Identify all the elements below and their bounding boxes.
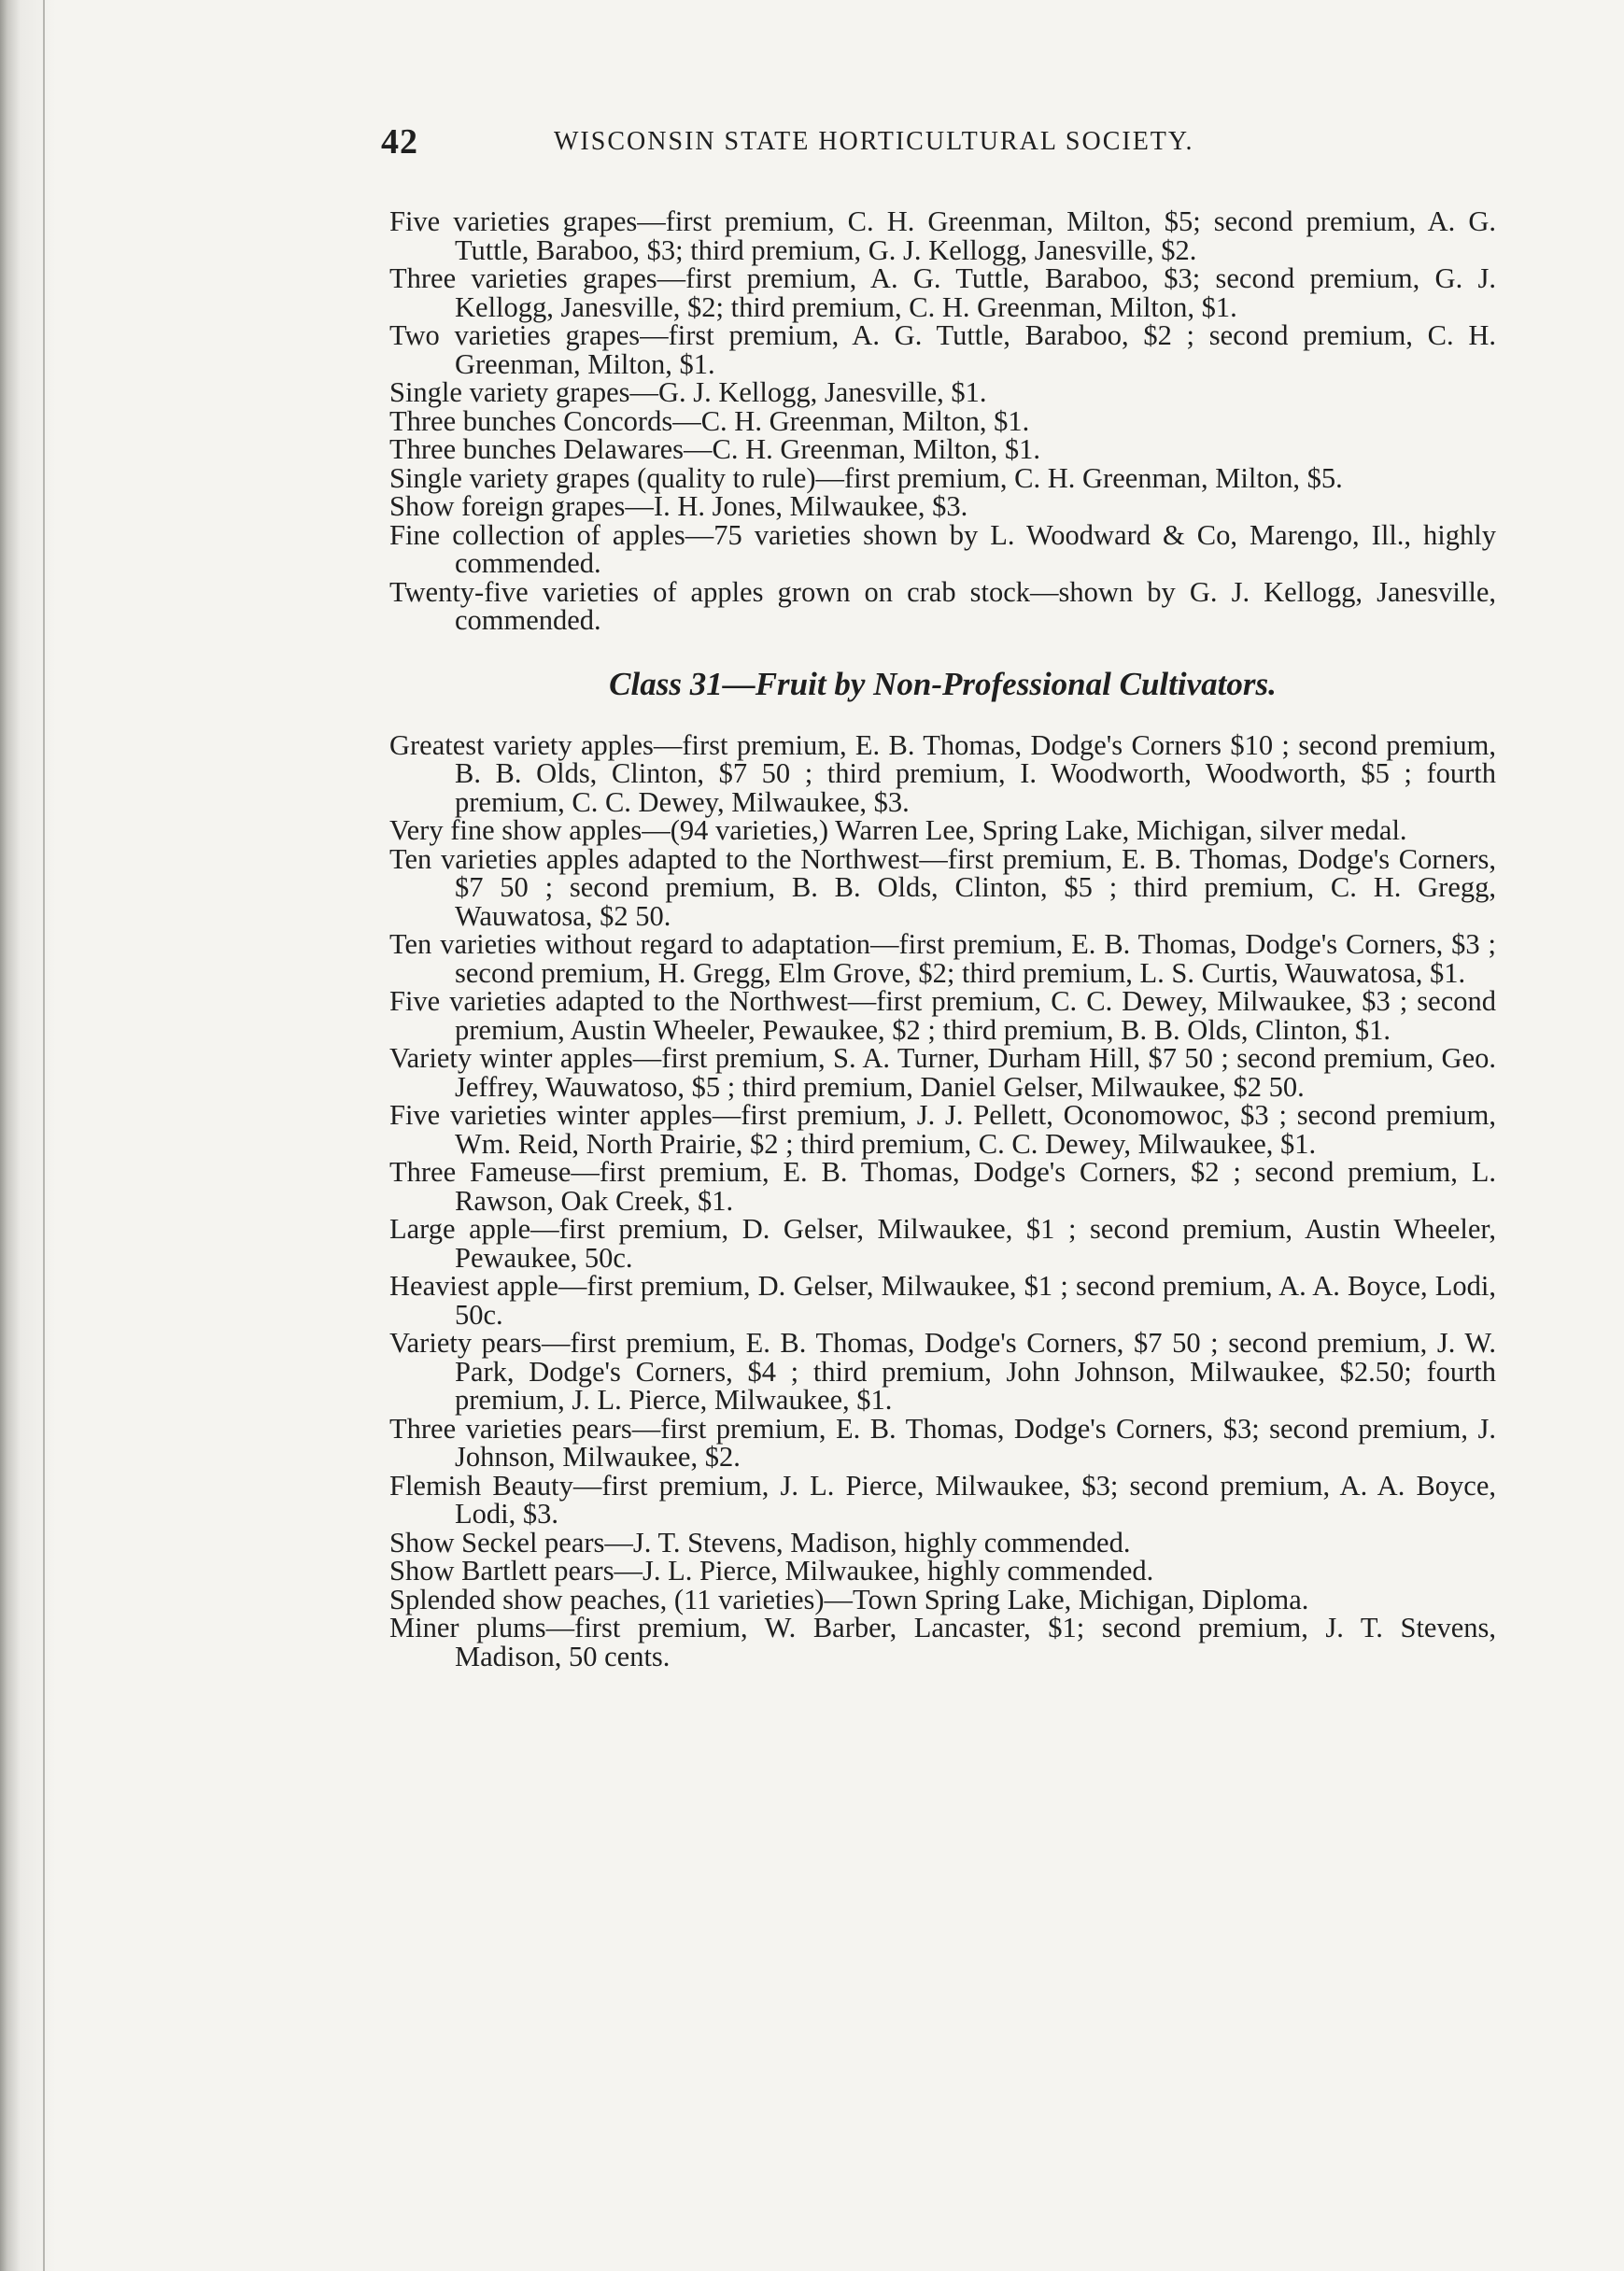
premium-entry: Heaviest apple—first premium, D. Gelser, Milwaukee, $1 ; second premium, A. A. Boyce, Lodi, 50c. xyxy=(389,1270,1496,1331)
premium-entry: Flemish Beauty—first premium, J. L. Pierce, Milwaukee, $3; second premium, A. A. Boyce, Lodi, $3. xyxy=(389,1469,1496,1530)
binding-gutter xyxy=(0,0,56,2271)
premium-entry: Show Bartlett pears—J. L. Pierce, Milwaukee, highly commended. xyxy=(389,1555,1154,1587)
premium-entry: Show Seckel pears—J. T. Stevens, Madison, highly commended. xyxy=(389,1526,1131,1559)
premium-entry: Ten varieties without regard to adaptation—first premium, E. B. Thomas, Dodge's Corners, $3 ; second premium, H. Gregg, Elm Grove, $2; third premium, L. S. Curtis, Wauwatosa, $1. xyxy=(389,928,1496,989)
premium-entry: Variety pears—first premium, E. B. Thomas, Dodge's Corners, $7 50 ; second premium, J. W. Park, Dodge's Corners, $4 ; third premium, John Johnson, Milwaukee, $2.50; fourth premium, J. L. Pierce, Milwaukee, $1. xyxy=(389,1327,1496,1416)
premium-entry: Five varieties grapes—first premium, C. H. Greenman, Milton, $5; second premium, A. G. Tuttle, Baraboo, $3; third premium, G. J. Kellogg, Janesville, $2. xyxy=(389,205,1496,266)
premium-entry: Very fine show apples—(94 varieties,) Warren Lee, Spring Lake, Michigan, silver medal. xyxy=(389,814,1407,846)
page-header xyxy=(381,112,1315,168)
page-content xyxy=(389,207,1496,1671)
running-title: WISCONSIN STATE HORTICULTURAL SOCIETY. xyxy=(554,127,1194,156)
premium-entry: Splended show peaches, (11 varieties)—Town Spring Lake, Michigan, Diploma. xyxy=(389,1583,1309,1615)
premium-entry: Twenty-five varieties of apples grown on crab stock—shown by G. J. Kellogg, Janesville, commended. xyxy=(389,575,1496,636)
premium-entry: Five varieties adapted to the Northwest—first premium, C. C. Dewey, Milwaukee, $3 ; second premium, Austin Wheeler, Pewaukee, $2 ; third premium, B. B. Olds, Clinton, $1. xyxy=(389,985,1496,1046)
premium-entry: Three Fameuse—first premium, E. B. Thomas, Dodge's Corners, $2 ; second premium, L. Rawson, Oak Creek, $1. xyxy=(389,1156,1496,1217)
premium-entry: Five varieties winter apples—first premium, J. J. Pellett, Oconomowoc, $3 ; second premium, Wm. Reid, North Prairie, $2 ; third premium, C. C. Dewey, Milwaukee, $1. xyxy=(389,1099,1496,1160)
premium-entry: Three bunches Delawares—C. H. Greenman, Milton, $1. xyxy=(389,433,1041,465)
premium-entry: Show foreign grapes—I. H. Jones, Milwaukee, $3. xyxy=(389,490,968,522)
page-number: 42 xyxy=(381,122,418,162)
binding-edge xyxy=(43,0,45,2271)
premium-entry: Variety winter apples—first premium, S. A. Turner, Durham Hill, $7 50 ; second premium, Geo. Jeffrey, Wauwatoso, $5 ; third premium, Daniel Gelser, Milwaukee, $2 50. xyxy=(389,1042,1496,1103)
premium-entry: Greatest variety apples—first premium, E. B. Thomas, Dodge's Corners $10 ; second premium, B. B. Olds, Clinton, $7 50 ; third premium, I. Woodworth, Woodworth, $5 ; fourth premium, C. C. Dewey, Milwaukee, $3. xyxy=(389,728,1496,818)
premium-entry: Ten varieties apples adapted to the Northwest—first premium, E. B. Thomas, Dodge's Corners, $7 50 ; second premium, B. B. Olds, Clinton, $5 ; third premium, C. H. Gregg, Wauwatosa, $2 50. xyxy=(389,842,1496,932)
premium-entry: Large apple—first premium, D. Gelser, Milwaukee, $1 ; second premium, Austin Wheeler, Pewaukee, 50c. xyxy=(389,1213,1496,1274)
premium-entry: Three varieties grapes—first premium, A. G. Tuttle, Baraboo, $3; second premium, G. J. Kellogg, Janesville, $2; third premium, C. H. Greenman, Milton, $1. xyxy=(389,262,1496,323)
premium-entry: Three varieties pears—first premium, E. B. Thomas, Dodge's Corners, $3; second premium, J. Johnson, Milwaukee, $2. xyxy=(389,1412,1496,1473)
section-heading: Class 31—Fruit by Non-Professional Cultivators. xyxy=(609,665,1277,702)
premium-entry: Single variety grapes (quality to rule)—first premium, C. H. Greenman, Milton, $5. xyxy=(389,461,1343,494)
premium-entry: Two varieties grapes—first premium, A. G. Tuttle, Baraboo, $2 ; second premium, C. H. Greenman, Milton, $1. xyxy=(389,319,1496,380)
premium-entry: Three bunches Concords—C. H. Greenman, Milton, $1. xyxy=(389,404,1030,437)
premium-entry: Miner plums—first premium, W. Barber, Lancaster, $1; second premium, J. T. Stevens, Madison, 50 cents. xyxy=(389,1612,1496,1672)
premium-entry: Single variety grapes—G. J. Kellogg, Janesville, $1. xyxy=(389,376,987,408)
premium-entry: Fine collection of apples—75 varieties shown by L. Woodward & Co, Marengo, Ill., highly commended. xyxy=(389,518,1496,579)
